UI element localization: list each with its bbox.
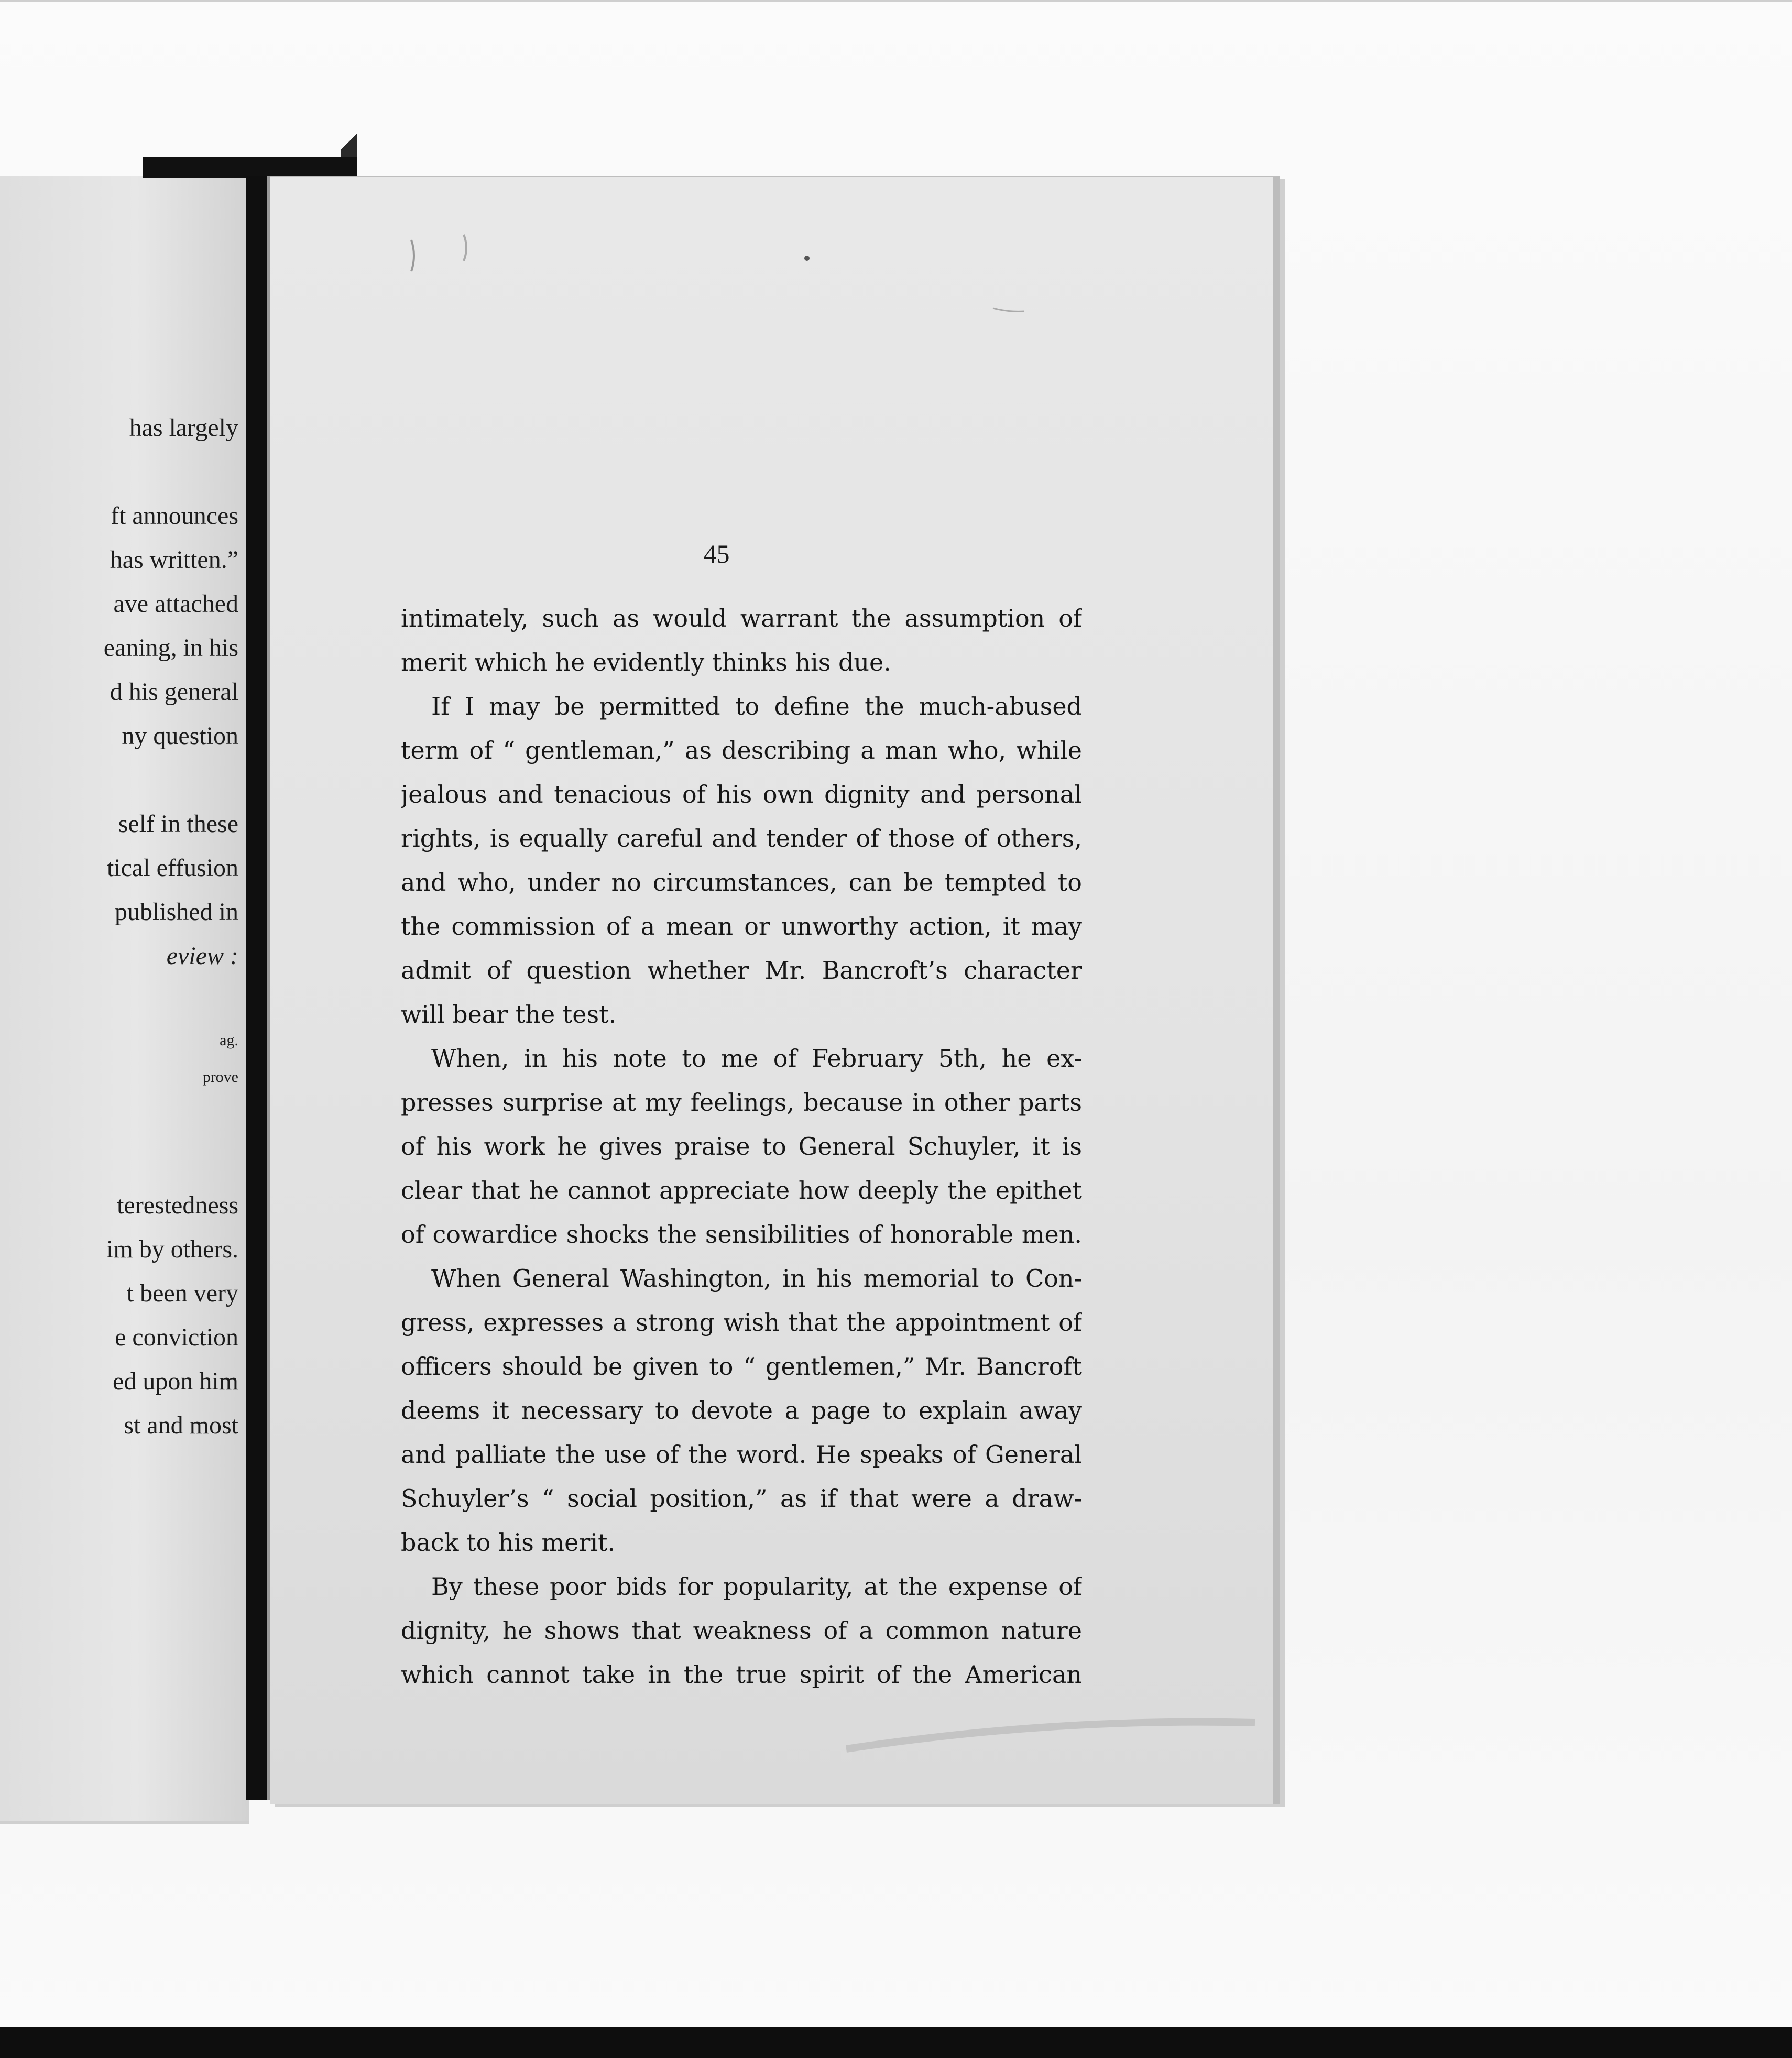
left-line: has largely	[129, 414, 238, 442]
left-line	[0, 758, 238, 802]
text-line: back to his merit.	[401, 1528, 616, 1557]
text-line: of cowardice shocks the sensibilities of honorable men.	[401, 1220, 1082, 1249]
left-line	[0, 978, 238, 1022]
text-line: dignity, he shows that weakness of a common nature	[401, 1616, 1082, 1645]
left-line: published in	[115, 898, 238, 926]
left-page	[0, 176, 249, 1824]
text-line: merit which he evidently thinks his due.	[401, 648, 891, 676]
left-line: self in these	[118, 810, 238, 838]
text-line: If I may be permitted to define the much-abused	[431, 692, 1082, 720]
left-line: ave attached	[113, 590, 238, 618]
text-line: term of “ gentleman,” as describing a man who, while	[401, 736, 1082, 764]
left-line: ag.	[220, 1032, 238, 1049]
left-line: e conviction	[115, 1323, 238, 1351]
left-line: t been very	[126, 1279, 238, 1307]
body-text	[401, 596, 1082, 1696]
text-line: and who, under no circumstances, can be tempted to	[401, 868, 1082, 896]
left-line	[0, 450, 238, 494]
binding-tab	[341, 126, 357, 157]
left-line: im by others.	[106, 1235, 238, 1263]
left-line: ft announces	[111, 502, 238, 530]
text-line: When General Washington, in his memorial to Con-	[431, 1264, 1082, 1293]
left-line: ed upon him	[113, 1367, 238, 1395]
left-line: eaning, in his	[103, 634, 238, 662]
left-line: terestedness	[117, 1191, 238, 1219]
left-line: tical effusion	[106, 854, 238, 882]
left-line: prove	[202, 1068, 238, 1086]
text-line: jealous and tenacious of his own dignity and personal	[401, 780, 1082, 808]
text-line: admit of question whether Mr. Bancroft’s character	[401, 956, 1082, 984]
left-line: d his general	[110, 678, 238, 706]
scan-bottom-edge	[0, 2027, 1792, 2058]
text-line: When, in his note to me of February 5th, he ex-	[431, 1044, 1082, 1072]
text-line: which cannot take in the true spirit of the American	[401, 1660, 1082, 1689]
left-line: eview :	[166, 942, 238, 970]
text-line: and palliate the use of the word. He speaks of General	[401, 1440, 1082, 1469]
text-line: clear that he cannot appreciate how deeply the epithet	[401, 1176, 1082, 1205]
text-line: deems it necessary to devote a page to explain away	[401, 1396, 1082, 1425]
left-line: st and most	[124, 1411, 238, 1439]
left-line	[0, 1096, 238, 1140]
left-line: has written.”	[110, 546, 238, 574]
text-line: gress, expresses a strong wish that the appointment of	[401, 1308, 1082, 1337]
right-page	[270, 176, 1280, 1804]
text-line: officers should be given to “ gentlemen,” Mr. Bancroft	[401, 1352, 1082, 1381]
text-line: By these poor bids for popularity, at the expense of	[431, 1572, 1082, 1601]
page-number: 45	[703, 539, 730, 568]
left-line	[0, 1140, 238, 1184]
text-line: presses surprise at my feelings, because in other parts	[401, 1088, 1082, 1116]
left-line: ny question	[122, 722, 238, 750]
text-line: of his work he gives praise to General Schuyler, it is	[401, 1132, 1082, 1161]
book-spine	[246, 176, 267, 1800]
scan-top-edge	[0, 0, 1792, 2]
binding-top-edge	[143, 157, 357, 178]
text-line: Schuyler’s “ social position,” as if that were a draw-	[401, 1484, 1082, 1513]
text-line: rights, is equally careful and tender of those of others,	[401, 824, 1082, 852]
text-line: intimately, such as would warrant the assumption of	[401, 604, 1082, 632]
left-page-text	[0, 406, 238, 1448]
text-line: will bear the test.	[401, 1000, 617, 1028]
text-line: the commission of a mean or unworthy action, it may	[401, 912, 1082, 940]
